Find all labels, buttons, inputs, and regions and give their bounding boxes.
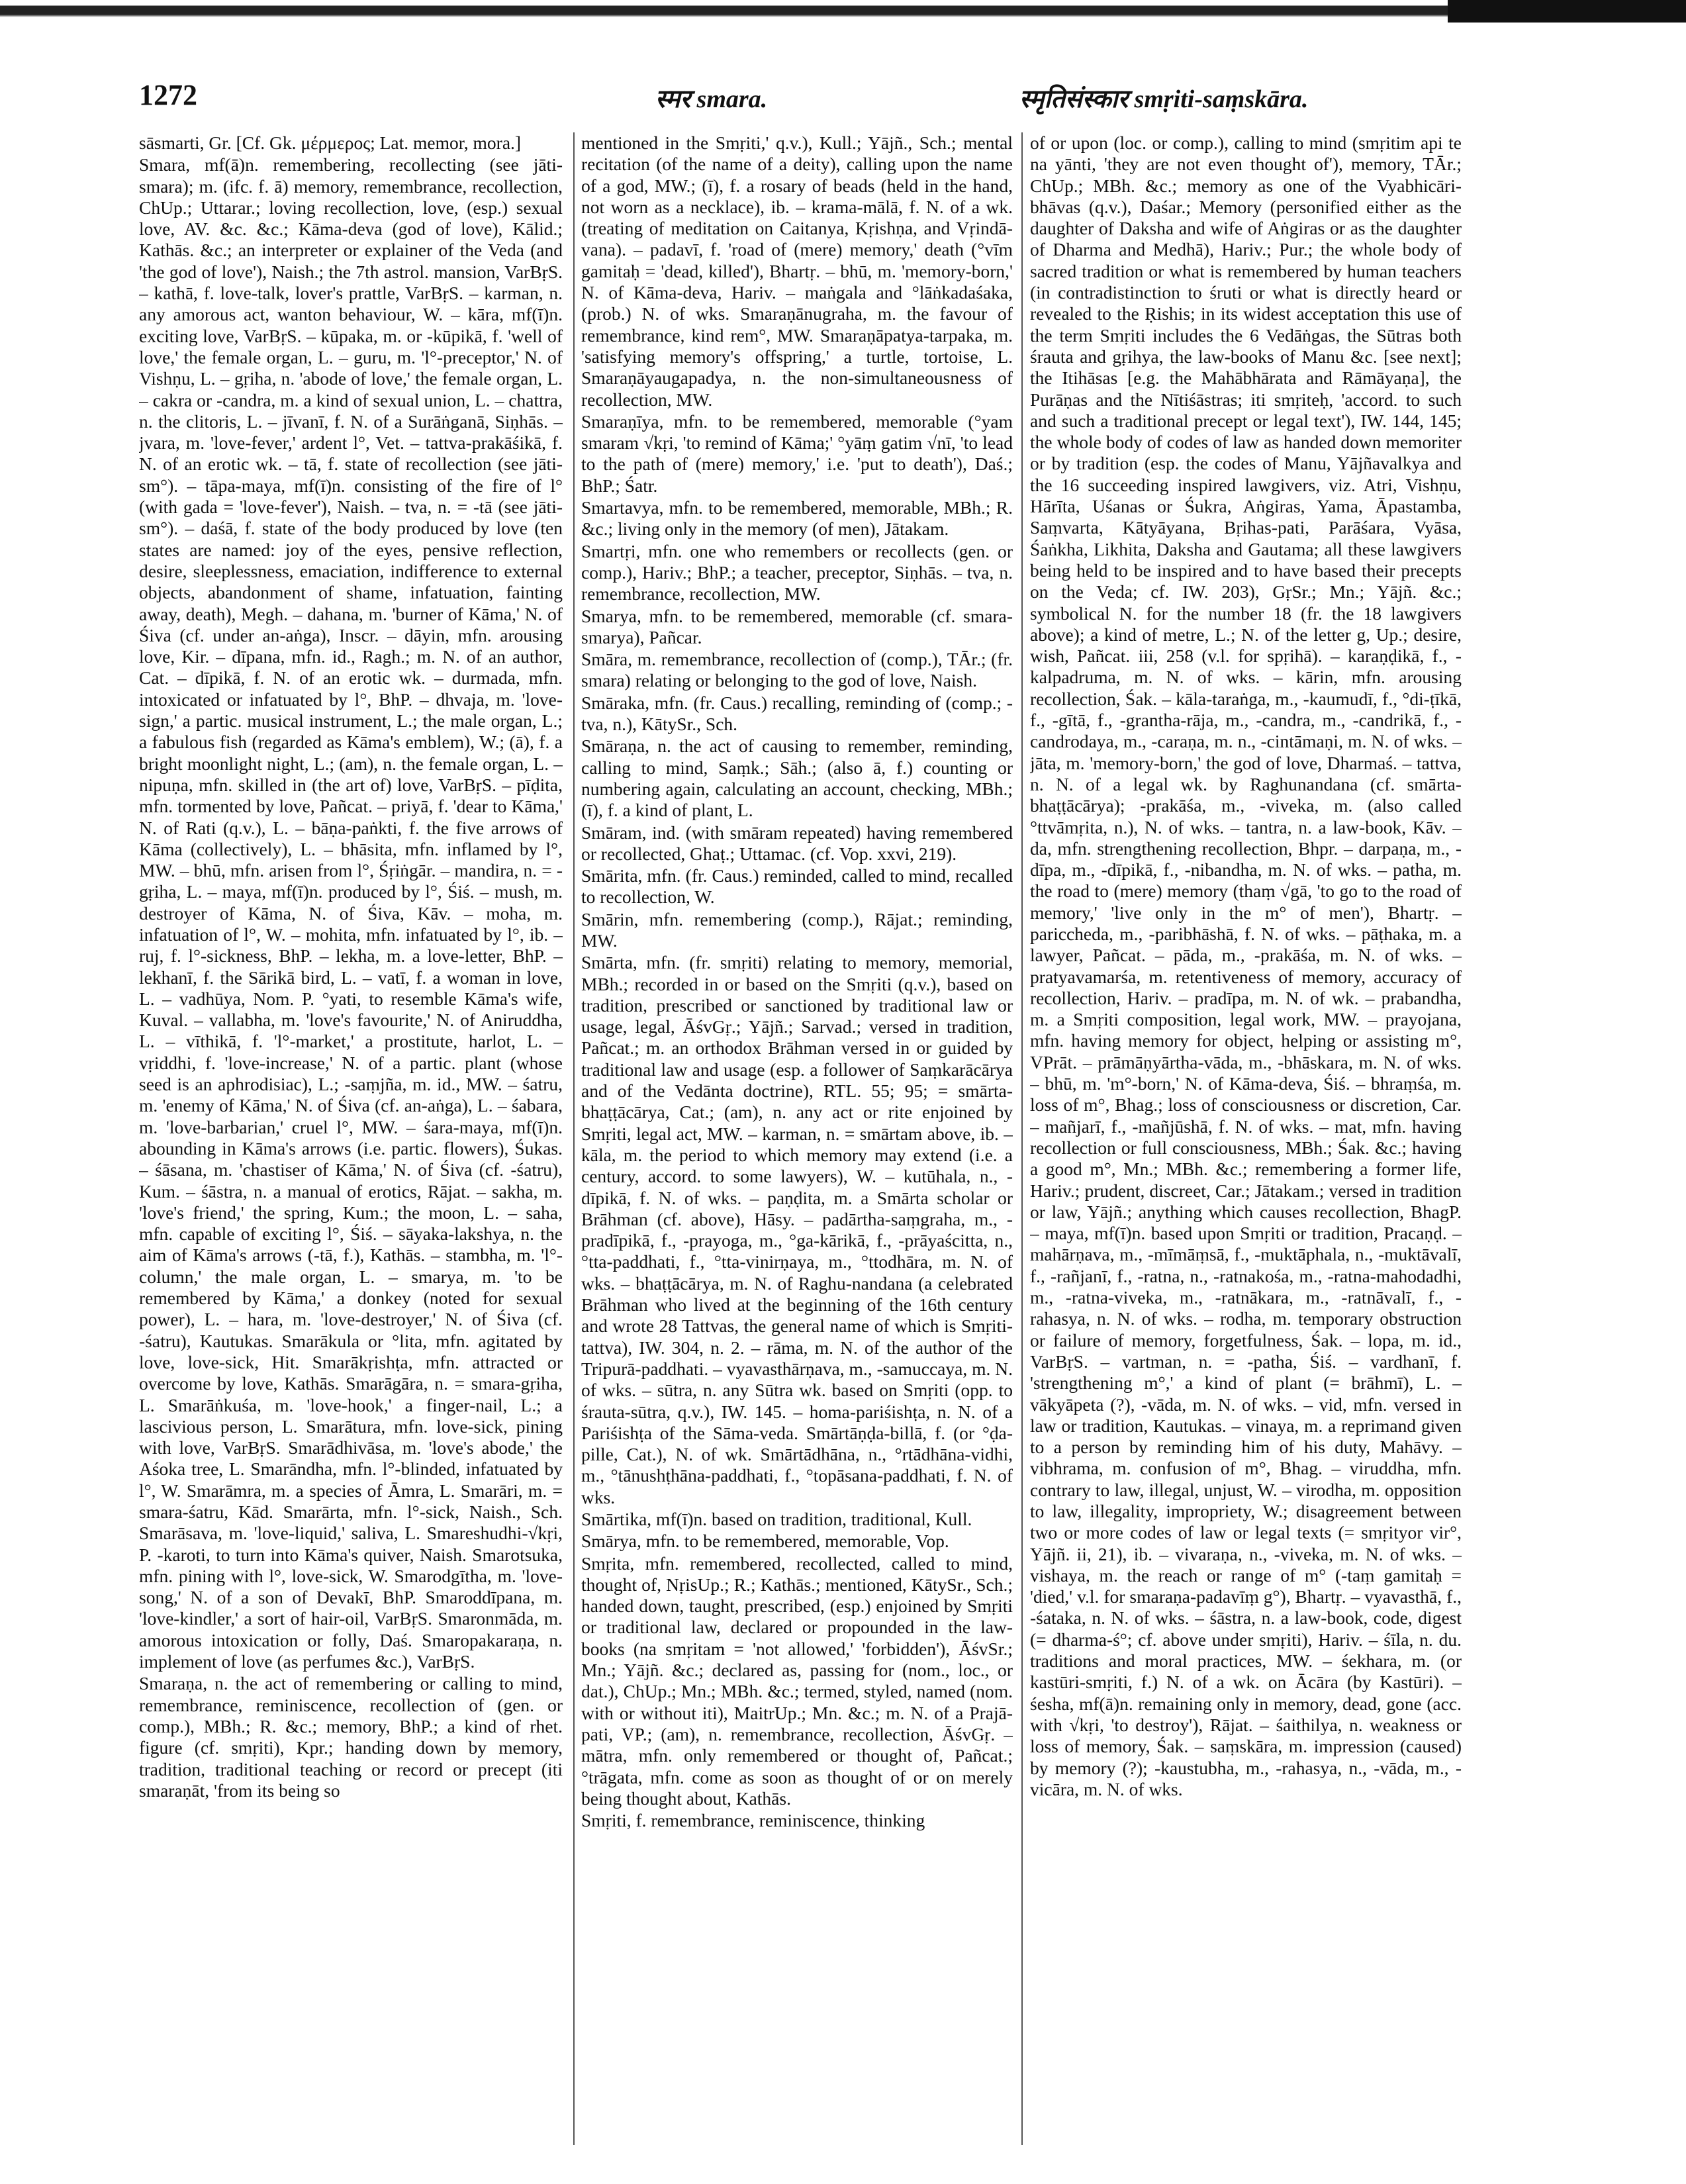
entry: Smārta, mfn. (fr. smṛiti) relating to memory, memorial, MBh.; recorded in or based on the Smṛiti (q.v.), based on tradition, prescribed or sanctioned by traditional law or usage, legal, ĀśvGṛ.; Yājñ.; Sarvad.; versed in tradition, Pañcat.; m. an orthodox Brāhman versed in or guided by traditional law and usage (esp. a follower of Saṃkarācārya and of the Vedānta doctrine), RTL. 55; 95; = smārta-bhaṭṭācārya, Cat.; (am), n. any act or rite enjoined by Smṛiti, legal act, MW. – karman, n. = smārtam above, ib. – kāla, m. the period to which memory may extend (i.e. a century, accord. to some lawyers), W. – kutūhala, n., -dīpikā, f. N. of wks. – paṇḍita, m. a Smārta scholar or Brāhman (cf. above), Hāsy. – padārtha-saṃgraha, m., -pradīpikā, f., -prayoga, m., °ga-kārikā, f., -prāyaścitta, n., °tta-paddhati, f., °tta-vinirṇaya, m., °ttodhāra, m. N. of wks. – bhaṭṭācārya, m. N. of Raghu-nandana (a celebrated Brāhman who lived at the beginning of the 16th century and wrote 28 Tattvas, the general name of which is Smṛiti-tattva), IW. 304, n. 2. – rāma, m. N. of the author of the Tripurā-paddhati. – vyavasthārṇava, m., -samuccaya, m. N. of wks. – sūtra, n. any Sūtra wk. based on Smṛiti (opp. to śrauta-sūtra, q.v.), IW. 145. – homa-pariśishṭa, n. N. of a Pariśishṭa of the Sāma-veda. Smārtāṇḍa-billā, f. (or °ḍa-pille, Cat.), N. of wk. Smārtādhāna, n., °rtādhāna-vidhi, m., °tānushṭhāna-paddhati, f., °topāsana-paddhati, f. N. of wks. [581, 952, 1013, 1507]
top-edge-rule [0, 0, 1686, 23]
entry: Smāraṇa, n. the act of causing to remember, reminding, calling to mind, Saṃk.; Sāh.; (also ā, f.) counting or numbering again, calculating an account, checking, MBh.; (ī), f. a kind of plant, L. [581, 736, 1013, 821]
entry: Smara, mf(ā)n. remembering, recollecting (see jāti-smara); m. (ifc. f. ā) memory, remembrance, recollection, ChUp.; Uttarar.; loving recollection, love, (esp.) sexual love, AV. &c. &c.; Kāma-deva (god of love), Kālid.; Kathās. &c.; an interpreter or explainer of the Veda (and 'the god of love'), Naish.; the 7th astrol. mansion, VarBṛS. – kathā, f. love-talk, lover's prattle, VarBṛS. – karman, n. any amorous act, wanton behaviour, W. – kāra, mf(ī)n. exciting love, VarBṛS. – kūpaka, m. or -kūpikā, f. 'well of love,' the female organ, L. – guru, m. 'l°-preceptor,' N. of Vishṇu, L. – gṛiha, n. 'abode of love,' the female organ, L. – cakra or -candra, m. a kind of sexual union, L. – chattra, n. the clitoris, L. – jīvanī, f. N. of a Surāṅganā, Siṇhās. – jvara, m. 'love-fever,' ardent l°, Vet. – tattva-prakāśikā, f. N. of an erotic wk. – tā, f. state of recollection (see jāti-sm°). – tāpa-maya, mf(ī)n. consisting of the fire of l° (with gada = 'love-fever'), Naish. – tva, n. = -tā (see jāti-sm°). – daśā, f. state of the body produced by love (ten states are named: joy of the eyes, pensive reflection, desire, sleeplessness, emaciation, indifference to external objects, abandonment of shame, infatuation, fainting away, death), Megh. – dahana, m. 'burner of Kāma,' N. of Śiva (cf. under an-aṅga), Inscr. – dāyin, mfn. arousing love, Kir. – dīpana, mfn. id., Ragh.; m. N. of an author, Cat. – dīpikā, f. N. of an erotic wk. – durmada, mfn. intoxicated or infatuated by l°, BhP. – dhvaja, m. 'love-sign,' a partic. musical instrument, L.; the male organ, L.; a fabulous fish (regarded as Kāma's emblem), W.; (ā), f. a bright moonlight night, L.; (am), n. the female organ, L. – nipuṇa, mfn. skilled in (the art of) love, VarBṛS. – pīḍita, mfn. tormented by love, Pañcat. – priyā, f. 'dear to Kāma,' N. of Rati (q.v.), L. – bāṇa-paṅkti, f. the five arrows of Kāma (collectively), L. – bhāsita, mfn. inflamed by l°, MW. – bhū, mfn. arisen from l°, Śṛiṅgār. – mandira, n. = -gṛiha, L. – maya, mf(ī)n. produced by l°, Śiś. – mush, m. destroyer of Kāma, N. of Śiva, Kāv. – moha, m. infatuation of l°, W. – mohita, mfn. infatuated by l°, ib. – ruj, f. l°-sickness, BhP. – lekha, m. a love-letter, BhP. – lekhanī, f. the Sārikā bird, L. – vatī, f. a woman in love, L. – vadhūya, Nom. P. °yati, to resemble Kāma's wife, Kuval. – vallabha, m. 'love's favourite,' N. of Aniruddha, L. – vīthikā, f. 'l°-market,' a prostitute, harlot, L. – vṛiddhi, f. 'love-increase,' N. of a partic. plant (whose seed is an aphrodisiac), L.; -saṃjña, m. id., MW. – śatru, m. 'enemy of Kāma,' N. of Śiva (cf. an-aṅga), L. – śabara, m. 'love-barbarian,' cruel l°, MW. – śara-maya, mf(ī)n. abounding in Kāma's arrows (i.e. partic. flowers), Śukas. – śāsana, m. 'chastiser of Kāma,' N. of Śiva (cf. -śatru), Kum. – śāstra, n. a manual of erotics, Rājat. – sakha, m. 'love's friend,' the spring, Kum.; the moon, L. – saha, mfn. capable of exciting l°, Śiś. – sāyaka-lakshya, n. the aim of Kāma's arrows (-tā, f.), Kathās. – stambha, m. 'l°-column,' the male organ, L. – smarya, m. 'to be remembered by Kāma,' a donkey (noted for sexual power), L. – hara, m. 'love-destroyer,' N. of Śiva (cf. -śatru), Kautukas. Smarākula or °lita, mfn. agitated by love, love-sick, Hit. Smarākṛishṭa, mfn. attracted or overcome by love, Kathās. Smarāgāra, n. = smara-gṛiha, L. Smarāṅkuśa, m. 'love-hook,' a finger-nail, L.; a lascivious person, L. Smarātura, mfn. love-sick, pining with love, VarBṛS. Smarādhivāsa, m. 'love's abode,' the Aśoka tree, L. Smarāndha, mfn. l°-blinded, infatuated by l°, W. Smarāmra, m. a species of Āmra, L. Smarāri, m. = smara-śatru, Kād. Smarārta, mfn. l°-sick, Naish., Sch. Smarāsava, m. 'love-liquid,' saliva, L. Smareshudhi-√kṛi, P. -karoti, to turn into Kāma's quiver, Naish. Smarotsuka, mfn. pining with l°, love-sick, W. Smarodgītha, m. 'love-song,' N. of a son of Devakī, BhP. Smaroddīpana, m. 'love-kindler,' a sort of hair-oil, VarBṛS. Smaronmāda, m. amorous intoxication or folly, Daś. Smaropakaraṇa, n. implement of love (as perfumes &c.), VarBṛS. [139, 154, 563, 1672]
entry: Smaraṇīya, mfn. to be remembered, memorable (°yam smaram √kṛi, 'to remind of Kāma;' °yāṃ gatim √nī, 'to lead to the path of (mere) memory,' i.e. 'put to death'), Daś.; BhP.; Śatr. [581, 410, 1013, 496]
column-1 [139, 132, 563, 2152]
entry: Smarya, mfn. to be remembered, memorable (cf. smara-smarya), Pañcar. [581, 605, 1013, 647]
entry: sāsmarti, Gr. [Cf. Gk. μέρμερος; Lat. memor, mora.] [139, 132, 522, 153]
page-number: 1272 [139, 79, 197, 111]
entry: Smartṛi, mfn. one who remembers or recollects (gen. or comp.), Hariv.; BhP.; a teacher, preceptor, Siṇhās. – tva, n. remembrance, recollection, MW. [581, 540, 1013, 604]
entry: Smāraka, mfn. (fr. Caus.) recalling, reminding of (comp.; -tva, n.), KātySr., Sch. [581, 692, 1013, 735]
entry: of or upon (loc. or comp.), calling to mind (smṛitim api te na yānti, 'they are not even thought of'), memory, TĀr.; ChUp.; MBh. &c.; memory as one of the Vyabhicāri-bhāvas (q.v.), Daśar.; Memory (personified either as the daughter of Daksha and wife of Aṅgiras or as the daughter of Dharma and Medhā), Hariv.; Pur.; the whole body of sacred tradition or what is remembered by human teachers (in contradistinction to śruti or what is directly heard or revealed to the Ṛishis; in its widest acceptation this use of the term Smṛiti includes the 6 Vedāṅgas, the Sūtras both śrauta and gṛihya, the law-books of Manu &c. [see next]; the Itihāsas [e.g. the Mahābhārata and Rāmāyaṇa], the Purāṇas and the Nītiśāstras; iti smṛiteḥ, 'accord. to such and such a traditional precept or legal text'), IW. 144, 145; the whole body of codes of law as handed down memoriter or by tradition (esp. the codes of Manu, Yājñavalkya and the 16 succeeding inspired lawgivers, viz. Atri, Vishṇu, Hārīta, Uśanas or Śukra, Aṅgiras, Yama, Āpastamba, Saṃvarta, Kātyāyana, Bṛihas-pati, Parāśara, Vyāsa, Śaṅkha, Likhita, Daksha and Gautama; all these lawgivers being held to be inspired and to have based their precepts on the Veda; cf. IW. 203), GṛSr.; Mn.; Yājñ. &c.; symbolical N. for the number 18 (fr. the 18 lawgivers above); a kind of metre, L.; N. of the letter g, Up.; desire, wish, Pañcat. iii, 258 (v.l. for spṛihā). – karaṇḍikā, f., -kalpadruma, m. N. of wks. – kārin, mfn. arousing recollection, Śak. – kāla-taraṅga, m., -kaumudī, f., °di-ṭīkā, f., -gītā, f., -grantha-rāja, m., -candra, m., -candrikā, f., -candrodaya, m., -caraṇa, m. n., -cintāmaṇi, m. N. of wks. – jāta, m. 'memory-born,' the god of love, Dharmaś. – tattva, n. N. of a legal wk. by Raghunandana (cf. smārta-bhaṭṭācārya); -prakāśa, m., -viveka, m. (also called °ttvāmṛita, n.), N. of wks. – tantra, n. a law-book, Kāv. – da, mfn. strengthening recollection, Bhpr. – darpaṇa, m., -dīpa, m., -dīpikā, f., -nibandha, m. N. of wks. – patha, m. the road to (mere) memory (thaṃ √gā, 'to go to the road of memory,' 'live only in the m° of men'), Bhartṛ. – pariccheda, m., -paribhāshā, f. N. of wks. – pāṭhaka, m. a lawyer, Pañcat. – pāda, m., -prakāśa, m. N. of wks. – pratyavamarśa, m. retentiveness of memory, accuracy of recollection, Hariv. – pradīpa, m. N. of wk. – prabandha, m. a Smṛiti composition, legal work, MW. – prayojana, mfn. having memory for object, helping or assisting m°, VPrāt. – prāmāṇyārtha-vāda, m., -bhāskara, m. N. of wks. – bhū, m. 'm°-born,' N. of Kāma-deva, Śiś. – bhraṃśa, m. loss of m°, Bhag.; loss of consciousness or discretion, Car. – mañjarī, f., -mañjūshā, f. N. of wks. – mat, mfn. having recollection or full consciousness, MBh.; Śak. &c.; having a good m°, Mn.; MBh. &c.; remembering a former life, Hariv.; prudent, discreet, Car.; Jātakam.; versed in tradition or law, Yājñ.; anything which causes recollection, BhagP. – maya, mf(ī)n. based upon Smṛiti or tradition, Pracaṇḍ. – mahārṇava, m., -mīmāṃsā, f., -muktāphala, n., -muktāvalī, f., -rañjanī, f., -ratna, n., -ratnakośa, m., -ratna-mahodadhi, m., -ratna-viveka, m., -ratnākara, m., -ratnāvalī, f., -rahasya, n. N. of wks. – rodha, m. temporary obstruction or failure of memory, forgetfulness, Śak. – lopa, m. id., VarBṛS. – vartman, n. = -patha, Śiś. – vardhanī, f. 'strengthening m°,' a kind of plant (= brāhmī), L. – vākyāpeta (?), -vāda, m. N. of wks. – vid, mfn. versed in law or tradition, Kautukas. – vinaya, m. a reprimand given to a person by reminding him of his duty, Mahāvy. – vibhrama, m. confusion of m°, Bhag. – viruddha, mfn. contrary to law, illegal, unjust, W. – virodha, m. opposition to law, illegality, impropriety, W.; disagreement between two or more codes of law or legal texts (= smṛityor vir°, Yājñ. ii, 21), ib. – vivaraṇa, n., -viveka, m. N. of wks. – vishaya, m. the reach or range of m° (-taṃ gamitaḥ = 'died,' v.l. for smaraṇa-padavīṃ g°), Bhartṛ. – vyavasthā, f., -śataka, n. N. of wks. – śāstra, n. a law-book, code, digest (= dharma-ś°; cf. above under smṛiti), Hariv. – śīla, n. du. traditions and moral practices, MW. – śekhara, m. (or kastūri-smṛiti, f.) N. of a wk. on Ācāra (by Kastūri). – śesha, mf(ā)n. remaining only in memory, dead, gone (acc. with √kṛi, 'to destroy'), Rājat. – śaithilya, n. weakness or loss of memory, Śak. – saṃskāra, m. impression (caused) by memory (?); -kaustubha, m., -rahasya, n., -vāda, m., -vicāra, m. N. of wks. [1030, 132, 1462, 1799]
entry: Smārita, mfn. (fr. Caus.) reminded, called to mind, recalled to recollection, W. [581, 865, 1013, 908]
entry: Smṛiti, f. remembrance, reminiscence, thinking [581, 1810, 925, 1831]
running-head-left: स्मर smara. [655, 85, 768, 113]
column-2 [581, 132, 1013, 2152]
column-divider [573, 132, 575, 2145]
column-divider [1021, 132, 1023, 2145]
entry: Smārtika, mf(ī)n. based on tradition, traditional, Kull. [581, 1509, 972, 1529]
entry: Smārin, mfn. remembering (comp.), Rājat.; reminding, MW. [581, 908, 1013, 951]
column-3 [1030, 132, 1462, 2152]
page-header [139, 78, 1463, 118]
entry: Smartavya, mfn. to be remembered, memorable, MBh.; R. &c.; living only in the memory (of men), Jātakam. [581, 497, 1013, 540]
entry: Smāram, ind. (with smāram repeated) having remembered or recollected, Ghaṭ.; Uttamac. (cf. Vop. xxvi, 219). [581, 822, 1013, 864]
entry: Smāra, m. remembrance, recollection of (comp.), TĀr.; (fr. smara) relating or belonging to the god of love, Naish. [581, 649, 1013, 691]
entry: Smaraṇa, n. the act of remembering or calling to mind, remembrance, reminiscence, recollection of (gen. or comp.), MBh.; R. &c.; memory, BhP.; a kind of rhet. figure (cf. smṛiti), Kpr.; handing down by memory, tradition, traditional teaching or record or precept (iti smaraṇāt, 'from its being so [139, 1673, 563, 1801]
entry: Smārya, mfn. to be remembered, memorable, Vop. [581, 1531, 949, 1552]
entry: Smṛita, mfn. remembered, recollected, called to mind, thought of, NṛisUp.; R.; Kathās.; mentioned, KātySr., Sch.; handed down, taught, prescribed, (esp.) enjoined by Smṛiti or traditional law, declared or propounded in the law-books (na smṛitam = 'not allowed,' 'forbidden'), ĀśvSr.; Mn.; Yājñ. &c.; declared as, passing for (nom., loc., or dat.), ChUp.; Mn.; MBh. &c.; termed, styled, named (nom. with or without iti), MaitrUp.; Mn. &c.; m. N. of a Prajā-pati, VP.; (am), n. remembrance, recollection, ĀśvGṛ. – mātra, mfn. only remembered or thought of, Pañcat.; °trāgata, mfn. come as soon as thought of or on merely being thought about, Kathās. [581, 1552, 1013, 1809]
entry: mentioned in the Smṛiti,' q.v.), Kull.; Yājñ., Sch.; mental recitation (of the name of a deity), calling upon the name of a god, MW.; (ī), f. a rosary of beads (held in the hand, not worn as a necklace), ib. – krama-mālā, f. N. of a wk. (treating of meditation on Caitanya, Kṛishṇa, and Vṛindā-vana). – padavī, f. 'road of (mere) memory,' death (°vīm gamitaḥ = 'dead, killed'), Bhartṛ. – bhū, m. 'memory-born,' N. of Kāma-deva, Hariv. – maṅgala and °lāṅkadaśaka, (prob.) N. of wks. Smaraṇānugraha, m. the favour of remembrance, kind rem°, MW. Smaraṇāpatya-tarpaka, m. 'satisfying memory's offspring,' a turtle, tortoise, L. Smaraṇāyaugapadya, n. the non-simultaneousness of recollection, MW. [581, 132, 1013, 410]
running-head-right: स्मृतिसंस्कार smṛiti-saṃskāra. [1019, 85, 1309, 113]
